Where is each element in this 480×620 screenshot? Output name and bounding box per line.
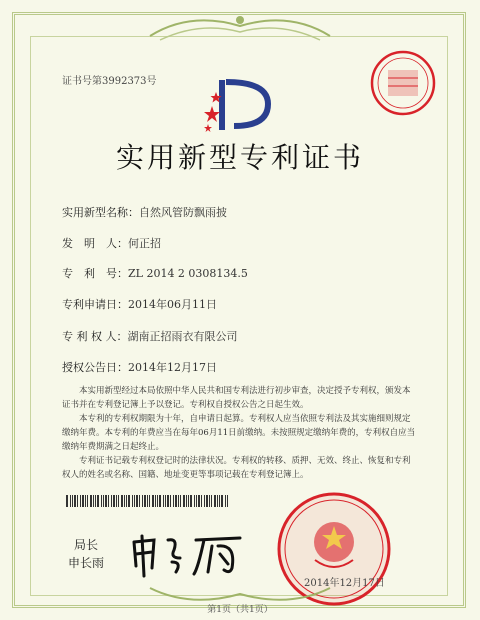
barcode [66, 495, 231, 507]
field-row-patent-number [62, 265, 248, 281]
field-value: 2014年06月11日 [128, 298, 217, 311]
field-label: 专 利 权 人： [62, 330, 128, 343]
certificate-title: 实用新型专利证书 [115, 141, 364, 174]
field-label: 发 明 人： [62, 237, 128, 250]
field-row-inventor [62, 235, 161, 251]
field-label: 实用新型名称： [62, 206, 139, 219]
field-label: 专利申请日： [62, 298, 128, 311]
field-row-application-date [62, 296, 217, 312]
certificate-number: 证书号第3992373号 [62, 76, 157, 87]
paragraph-status: 专利证书记载专利权登记时的法律状况。专利权的转移、质押、无效、终止、恢复和专利权人的姓名或名称、国籍、地址变更等事项记载在专利登记簿上。 [62, 456, 411, 480]
patent-office-logo [204, 76, 274, 134]
field-label: 专 利 号： [62, 267, 128, 280]
top-ornament [140, 6, 340, 46]
field-value: 自然风管防飘雨披 [139, 206, 227, 219]
field-value: 2014年12月17日 [128, 361, 217, 374]
paragraph-term: 本专利的专利权期限为十年，自申请日起算。专利权人应当依照专利法及其实施细则规定缴纳年费。本专利的年费应当在每年06月11日前缴纳。未按照规定缴纳年费的，专利权自应当缴纳年费期满之日起终止。 [62, 414, 416, 452]
field-row-name [62, 204, 227, 220]
field-value: 湖南正招雨衣有限公司 [127, 330, 238, 343]
page-footer: 第1页（共1页） [207, 605, 273, 615]
director-signature [128, 528, 248, 578]
registration-stamp [368, 48, 438, 118]
field-label: 授权公告日： [62, 361, 128, 374]
director-name: 申长雨 [68, 556, 105, 570]
paragraph-grant: 本实用新型经过本局依照中华人民共和国专利法进行初步审查，决定授予专利权，颁发本证书并在专利登记簿上予以登记。专利权自授权公告之日起生效。 [62, 386, 411, 410]
field-value: ZL 2014 2 0308134.5 [128, 267, 248, 280]
seal-date: 2014年12月17日 [304, 578, 385, 589]
field-row-grant-date [62, 359, 217, 375]
field-value: 何正招 [128, 237, 161, 250]
field-row-patentee [62, 328, 238, 344]
director-title: 局长 [74, 538, 99, 552]
